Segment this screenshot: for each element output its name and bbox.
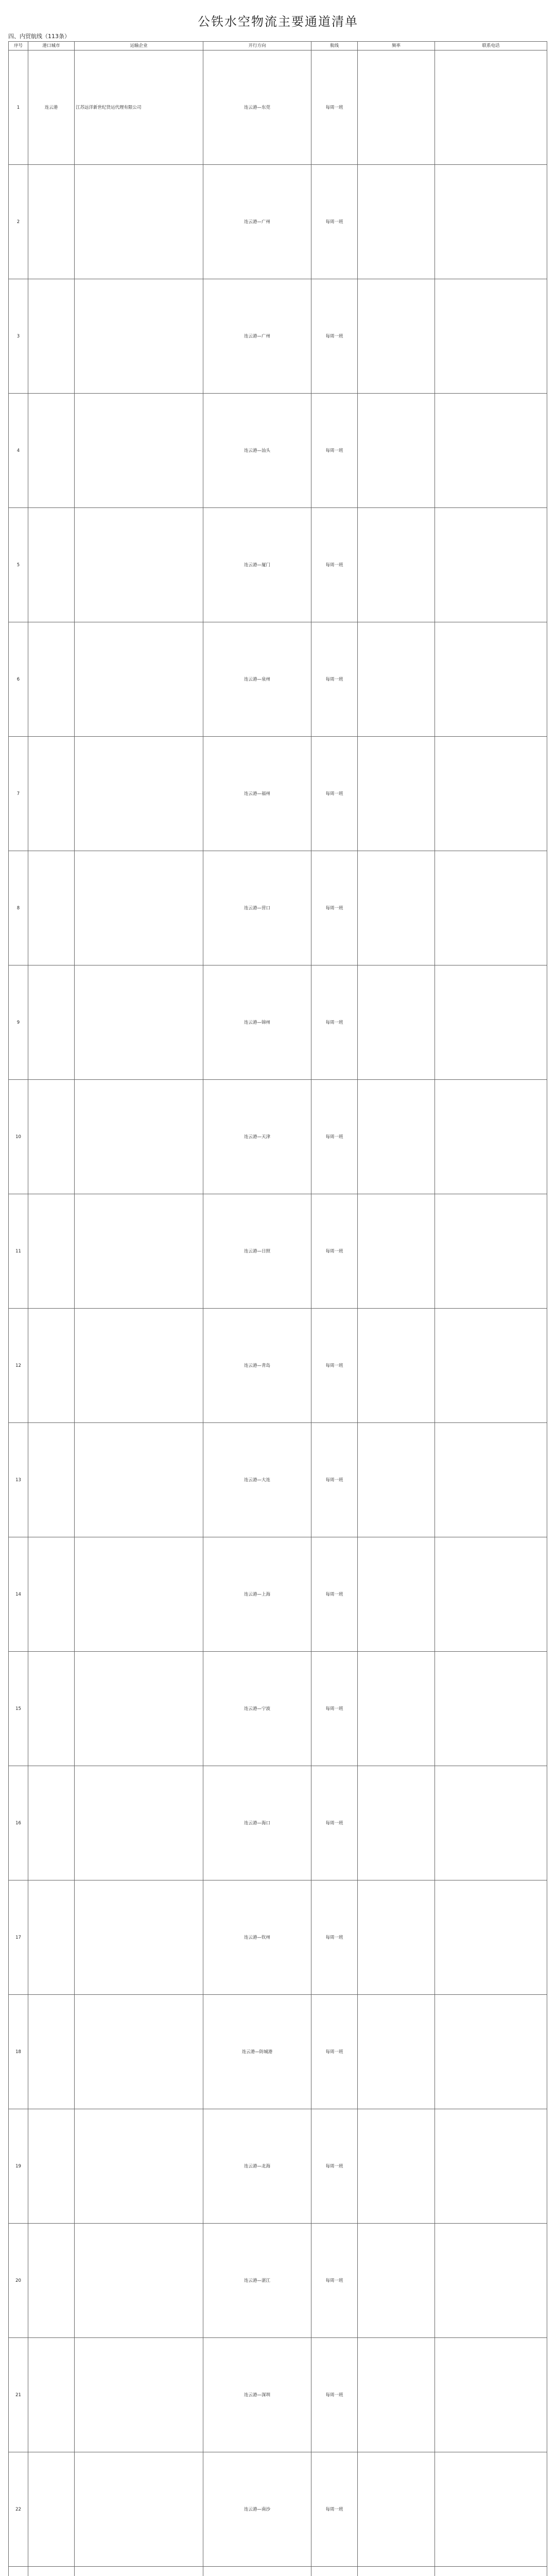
cell-route [311,2567,358,2576]
cell-no: 21 [9,2338,28,2452]
table-row [9,2567,547,2576]
cell-route: 每周一班 [311,165,358,279]
page-title: 公铁水空物流主要通道清单 [198,14,358,29]
cell-phone [435,1652,547,1766]
cell-route: 每周一班 [311,1766,358,1880]
cell-direction: 连云港—营口 [203,851,311,965]
cell-frequency [358,50,435,165]
cell-direction: 连云港—钦州 [203,1880,311,1995]
cell-direction: 连云港—大连 [203,1423,311,1537]
table-row [9,622,547,737]
table-row [9,1766,547,1880]
cell-company [75,1995,203,2109]
table-row [9,2452,547,2567]
cell-frequency [358,1880,435,1995]
cell-frequency [358,1423,435,1537]
cell-company [75,1194,203,1309]
cell-direction: 连云港—宁波 [203,1652,311,1766]
cell-no: 1 [9,50,28,165]
cell-route: 每周一班 [311,851,358,965]
route-table [8,41,547,2576]
header-no: 序号 [9,42,28,50]
table-row [9,165,547,279]
cell-frequency [358,965,435,1080]
cell-phone [435,1766,547,1880]
cell-no: 4 [9,394,28,508]
table-row [9,2338,547,2452]
header-phone: 联系电话 [435,42,547,50]
cell-no: 16 [9,1766,28,1880]
cell-phone [435,394,547,508]
table-row [9,1995,547,2109]
cell-company [75,965,203,1080]
cell-no: 22 [9,2452,28,2567]
cell-phone [435,737,547,851]
cell-route: 每周一班 [311,737,358,851]
cell-direction: 连云港—北海 [203,2109,311,2224]
cell-phone [435,508,547,622]
cell-phone [435,1537,547,1652]
cell-frequency [358,2567,435,2576]
cell-city [28,165,75,279]
cell-no: 12 [9,1309,28,1423]
cell-phone [435,1080,547,1194]
cell-company [75,2338,203,2452]
cell-company: 江苏远洋新世纪货运代理有限公司 [75,50,203,165]
cell-route: 每周一班 [311,1309,358,1423]
cell-route: 每周一班 [311,1194,358,1309]
cell-direction: 连云港—青岛 [203,1309,311,1423]
cell-route: 每周一班 [311,2338,358,2452]
cell-frequency [358,1537,435,1652]
cell-city [28,2338,75,2452]
cell-phone [435,2109,547,2224]
cell-frequency [358,737,435,851]
cell-company [75,165,203,279]
cell-no: 2 [9,165,28,279]
cell-no: 20 [9,2224,28,2338]
table-row [9,2224,547,2338]
cell-route: 每周一班 [311,1652,358,1766]
cell-city [28,1537,75,1652]
cell-frequency [358,2224,435,2338]
cell-phone [435,965,547,1080]
cell-phone [435,851,547,965]
cell-company [75,2224,203,2338]
cell-frequency [358,1652,435,1766]
table-header [9,42,547,50]
cell-company [75,1537,203,1652]
cell-direction: 连云港—泉州 [203,622,311,737]
cell-no [9,2567,28,2576]
header-company: 运输企业 [75,42,203,50]
cell-no: 19 [9,2109,28,2224]
cell-no: 7 [9,737,28,851]
cell-route: 每周一班 [311,2109,358,2224]
cell-frequency [358,1309,435,1423]
cell-no: 18 [9,1995,28,2109]
cell-company [75,1309,203,1423]
cell-city [28,2452,75,2567]
cell-company [75,1652,203,1766]
cell-route: 每周一班 [311,50,358,165]
cell-direction: 连云港—汕头 [203,394,311,508]
cell-direction: 连云港—防城港 [203,1995,311,2109]
cell-route: 每周一班 [311,1080,358,1194]
cell-frequency [358,2452,435,2567]
cell-frequency [358,2338,435,2452]
cell-city [28,1766,75,1880]
cell-company [75,622,203,737]
cell-direction: 连云港—厦门 [203,508,311,622]
table-body [9,50,547,2576]
cell-city [28,851,75,965]
table-row [9,1537,547,1652]
table-row [9,50,547,165]
cell-route: 每周一班 [311,965,358,1080]
cell-company [75,1080,203,1194]
cell-frequency [358,279,435,394]
table-row [9,1880,547,1995]
cell-city [28,2109,75,2224]
cell-phone [435,1423,547,1537]
cell-direction: 连云港—锦州 [203,965,311,1080]
cell-route: 每周一班 [311,279,358,394]
cell-no: 15 [9,1652,28,1766]
cell-city [28,508,75,622]
cell-route: 每周一班 [311,508,358,622]
cell-direction: 连云港—上海 [203,1537,311,1652]
table-row [9,851,547,965]
cell-phone [435,1309,547,1423]
cell-direction: 连云港—海口 [203,1766,311,1880]
header-city: 港口城市 [28,42,75,50]
cell-no: 6 [9,622,28,737]
table-row [9,508,547,622]
cell-city [28,1880,75,1995]
cell-phone [435,1880,547,1995]
cell-frequency [358,1995,435,2109]
cell-company [75,279,203,394]
table-row [9,1652,547,1766]
cell-company [75,508,203,622]
cell-company [75,851,203,965]
cell-phone [435,2224,547,2338]
cell-direction: 连云港—广州 [203,279,311,394]
cell-frequency [358,508,435,622]
cell-phone [435,1995,547,2109]
cell-phone [435,165,547,279]
cell-route: 每周一班 [311,394,358,508]
cell-frequency [358,851,435,965]
cell-route: 每周一班 [311,1880,358,1995]
cell-direction [203,2567,311,2576]
cell-city [28,965,75,1080]
cell-phone [435,2452,547,2567]
header-route: 航线 [311,42,358,50]
cell-company [75,1766,203,1880]
cell-no: 5 [9,508,28,622]
cell-city [28,279,75,394]
table-row [9,1423,547,1537]
cell-frequency [358,1766,435,1880]
cell-no: 13 [9,1423,28,1537]
table-row [9,2109,547,2224]
cell-no: 17 [9,1880,28,1995]
cell-no: 8 [9,851,28,965]
cell-phone [435,279,547,394]
cell-city [28,1423,75,1537]
cell-direction: 连云港—福州 [203,737,311,851]
cell-city [28,1309,75,1423]
cell-frequency [358,165,435,279]
cell-city [28,737,75,851]
cell-frequency [358,1080,435,1194]
cell-frequency [358,1194,435,1309]
cell-company [75,1880,203,1995]
cell-no: 3 [9,279,28,394]
table-row [9,394,547,508]
cell-no: 10 [9,1080,28,1194]
cell-frequency [358,622,435,737]
cell-city [28,1080,75,1194]
cell-route: 每周一班 [311,1995,358,2109]
table-row [9,965,547,1080]
cell-phone [435,50,547,165]
cell-city [28,622,75,737]
table-row [9,279,547,394]
cell-phone [435,1194,547,1309]
cell-direction: 连云港—日照 [203,1194,311,1309]
cell-company [75,2452,203,2567]
cell-direction: 连云港—深圳 [203,2338,311,2452]
cell-direction: 连云港—南沙 [203,2452,311,2567]
cell-city: 连云港 [28,50,75,165]
cell-phone [435,2338,547,2452]
cell-company [75,394,203,508]
cell-direction: 连云港—东莞 [203,50,311,165]
cell-city [28,1194,75,1309]
header-frequency: 频率 [358,42,435,50]
cell-frequency [358,2109,435,2224]
cell-city [28,2224,75,2338]
table-row [9,1194,547,1309]
cell-phone [435,2567,547,2576]
cell-company [75,2109,203,2224]
cell-company [75,2567,203,2576]
cell-phone [435,622,547,737]
cell-direction: 连云港—湛江 [203,2224,311,2338]
cell-no: 11 [9,1194,28,1309]
cell-company [75,1423,203,1537]
cell-route: 每周一班 [311,622,358,737]
section-heading: 四、内贸航线（113条） [8,33,70,40]
cell-city [28,1652,75,1766]
cell-company [75,737,203,851]
cell-city [28,2567,75,2576]
cell-direction: 连云港—天津 [203,1080,311,1194]
cell-city [28,1995,75,2109]
table-row [9,1080,547,1194]
cell-frequency [358,394,435,508]
cell-route: 每周一班 [311,2224,358,2338]
cell-city [28,394,75,508]
header-direction: 开行方向 [203,42,311,50]
cell-route: 每周一班 [311,1537,358,1652]
cell-no: 14 [9,1537,28,1652]
cell-direction: 连云港—广州 [203,165,311,279]
cell-route: 每周一班 [311,1423,358,1537]
cell-no: 9 [9,965,28,1080]
cell-route: 每周一班 [311,2452,358,2567]
table-row [9,1309,547,1423]
table-row [9,737,547,851]
